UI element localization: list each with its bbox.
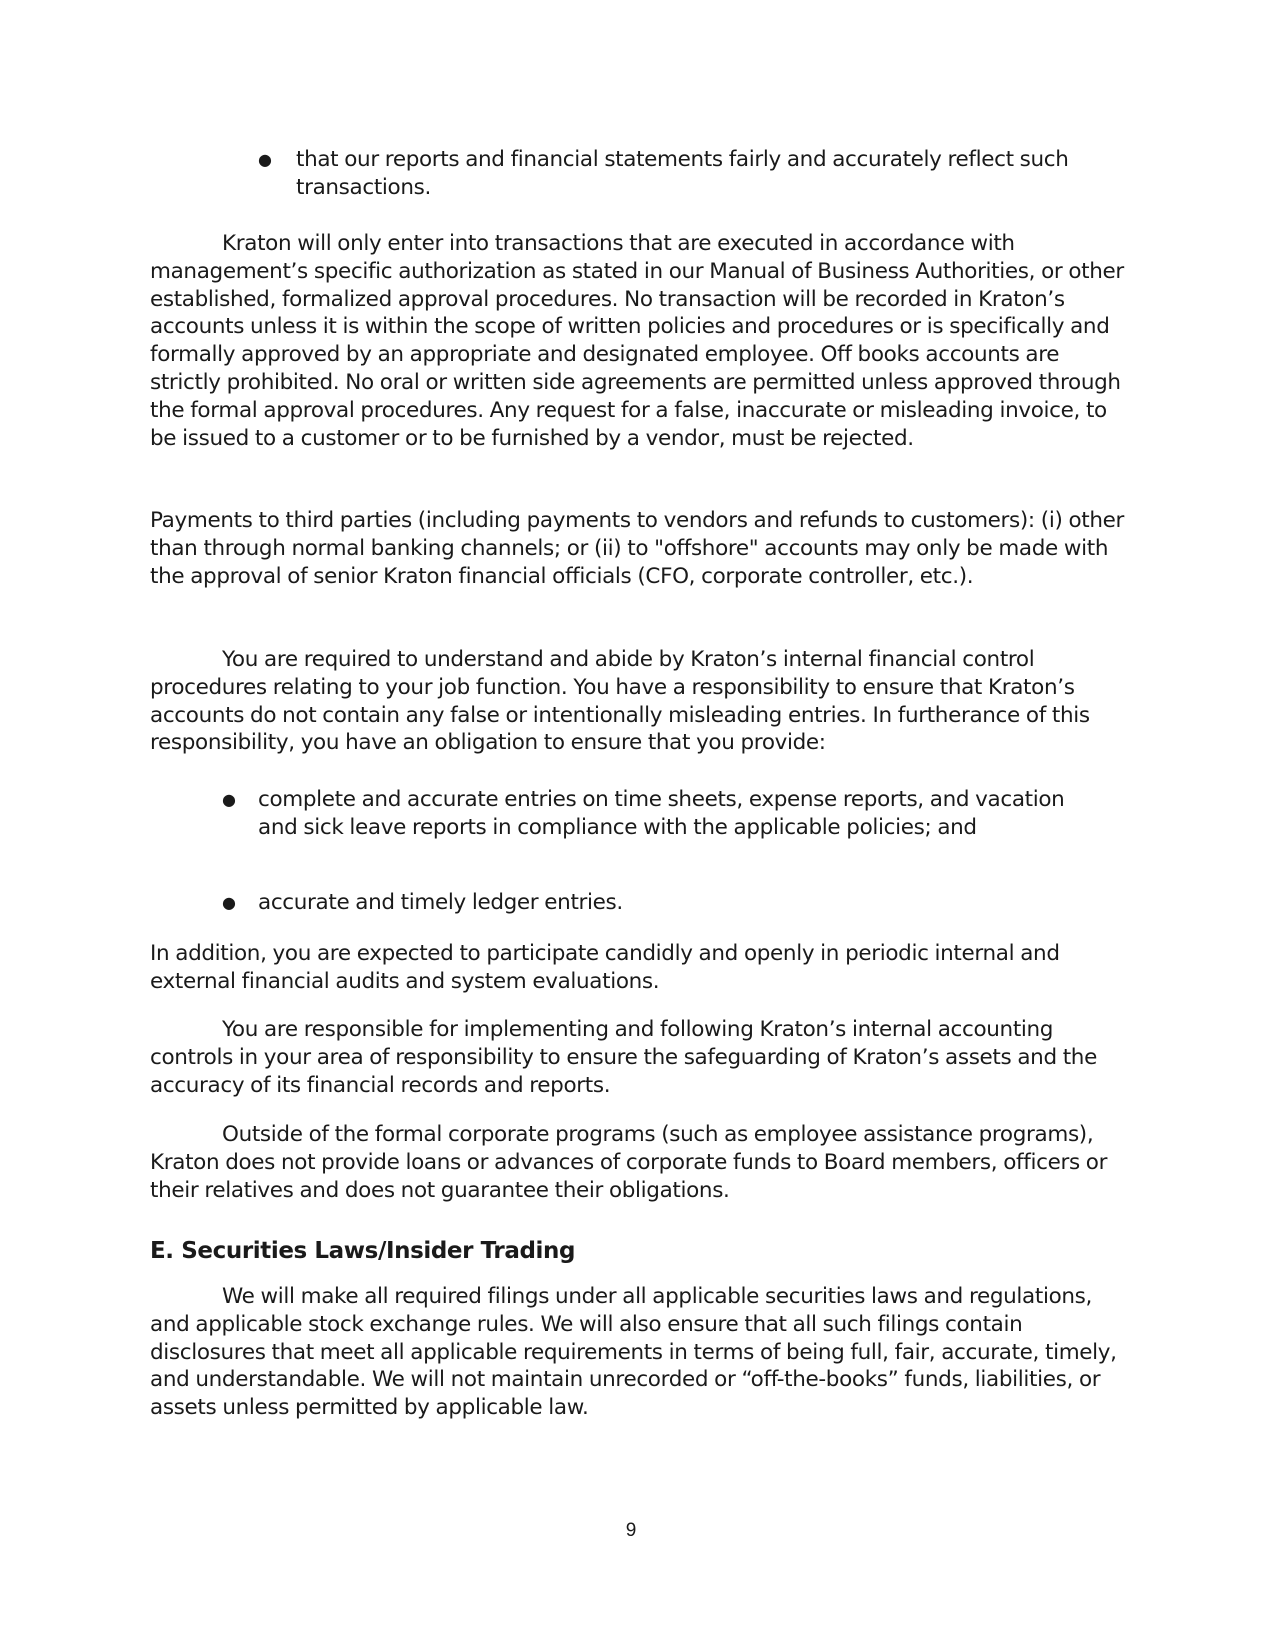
bullet-item-ledger: accurate and timely ledger entries. xyxy=(258,890,623,915)
paragraph-loans: Outside of the formal corporate programs (such as employee assistance programs), Kraton does not provide loans or advances of corporate funds to Board members, officers or their relatives and does not guarantee their obligations. xyxy=(150,1122,1108,1203)
page-number: 9 xyxy=(625,1520,637,1541)
bullet-icon: ● xyxy=(258,150,272,169)
top-bullet-item: that our reports and financial statements fairly and accurately reflect such transactions. xyxy=(296,147,1069,200)
paragraph-transactions: Kraton will only enter into transactions that are executed in accordance with management’s specific authorization as stated in our Manual of Business Authorities, or other established, formalized approval procedures. No transaction will be recorded in Kraton’s accounts unless it is within the scope of written policies and procedures or is specifically and formally approved by an appropriate and designated employee. Off books accounts are strictly prohibited. No oral or written side agreements are permitted unless approved through the formal approval procedures. Any request for a false, inaccurate or misleading invoice, to be issued to a customer or to be furnished by a vendor, must be rejected. xyxy=(150,231,1124,451)
paragraph-payments: Payments to third parties (including payments to vendors and refunds to customers): (i) other than through normal banking channels; or (ii) to "offshore" accounts may only be made with the approval of senior Kraton financial officials (CFO, corporate controller, etc.). xyxy=(150,508,1125,589)
section-heading: E. Securities Laws/Insider Trading xyxy=(150,1238,576,1264)
bullet-item-entries: complete and accurate entries on time sheets, expense reports, and vacation and sick leave reports in compliance with the applicable policies; and xyxy=(258,787,1065,840)
paragraph-required: You are required to understand and abide by Kraton’s internal financial control procedures relating to your job function. You have a responsibility to ensure that Kraton’s accounts do not contain any false or intentionally misleading entries. In furtherance of this responsibility, you have an obligation to ensure that you provide: xyxy=(150,647,1090,756)
paragraph-audits: In addition, you are expected to participate candidly and openly in periodic internal and external financial audits and system evaluations. xyxy=(150,941,1060,994)
bullet-icon: ● xyxy=(222,790,236,809)
paragraph-controls: You are responsible for implementing and following Kraton’s internal accounting controls in your area of responsibility to ensure the safeguarding of Kraton’s assets and the accuracy of its financial records and reports. xyxy=(150,1017,1097,1098)
paragraph-filings: We will make all required filings under all applicable securities laws and regulations, and applicable stock exchange rules. We will also ensure that all such filings contain disclosures that meet all applicable requirements in terms of being full, fair, accurate, timely, and understandable. We will not maintain unrecorded or “off-the-books” funds, liabilities, or assets unless permitted by applicable law. xyxy=(150,1284,1117,1421)
bullet-icon: ● xyxy=(222,893,236,912)
